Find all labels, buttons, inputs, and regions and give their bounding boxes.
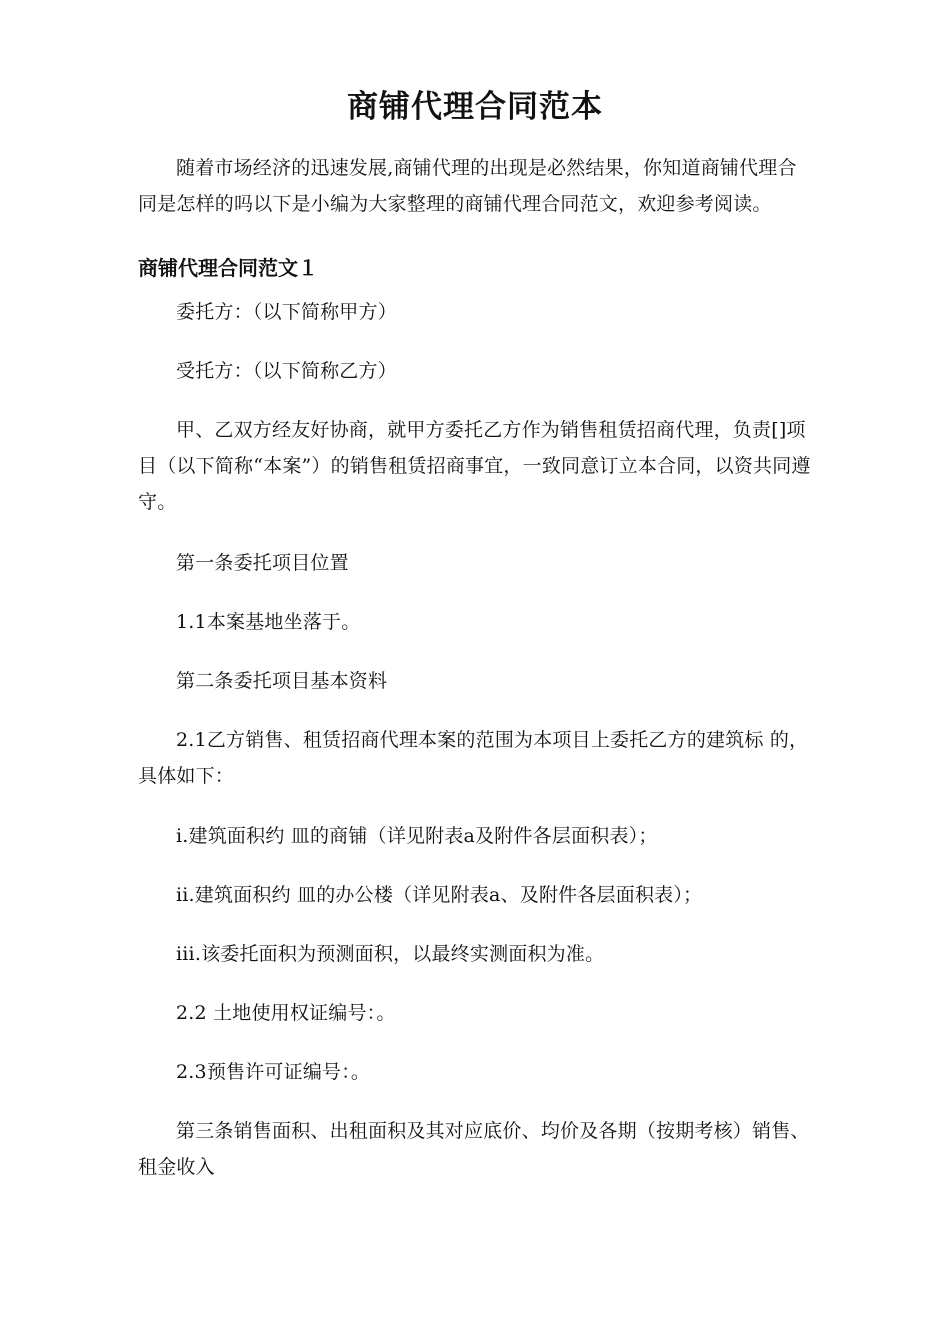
item-iii: iii.该委托面积为预测面积，以最终实测面积为准。 bbox=[176, 943, 605, 965]
clause-2-3: 2.3预售许可证编号：。 bbox=[176, 1061, 371, 1083]
document-title: 商铺代理合同范本 bbox=[347, 89, 603, 125]
clause-2-1: 2.1乙方销售、租赁招商代理本案的范围为本项目上委托乙方的建筑标 的，具体如下： bbox=[138, 729, 809, 787]
item-i: i.建筑面积约 皿的商铺（详见附表a及附件各层面积表）； bbox=[176, 825, 658, 847]
intro-paragraph: 随着市场经济的迅速发展,商铺代理的出现是必然结果，你知道商铺代理合同是怎样的吗以下是小编为大家整理的商铺代理合同范文，欢迎参考阅读。 bbox=[138, 157, 797, 215]
clause-2-2: 2.2 土地使用权证编号：。 bbox=[176, 1002, 396, 1024]
item-ii: ii.建筑面积约 皿的办公楼（详见附表a、及附件各层面积表）； bbox=[176, 884, 703, 906]
agreement-paragraph: 甲、乙双方经友好协商，就甲方委托乙方作为销售租赁招商代理，负责[]项目（以下简称“本案”）的销售租赁招商事宜，一致同意订立本合同，以资共同遵守。 bbox=[138, 419, 811, 513]
section-heading: 商铺代理合同范文１ bbox=[138, 256, 318, 280]
clause-1-1: 1.1本案基地坐落于。 bbox=[176, 611, 361, 633]
party-a-line: 委托方：（以下简称甲方） bbox=[176, 301, 397, 323]
article-1-heading: 第一条委托项目位置 bbox=[176, 552, 349, 574]
party-b-line: 受托方：（以下简称乙方） bbox=[176, 360, 397, 382]
article-3-heading: 第三条销售面积、出租面积及其对应底价、均价及各期（按期考核）销售、租金收入 bbox=[138, 1120, 810, 1178]
article-2-heading: 第二条委托项目基本资料 bbox=[176, 670, 388, 692]
